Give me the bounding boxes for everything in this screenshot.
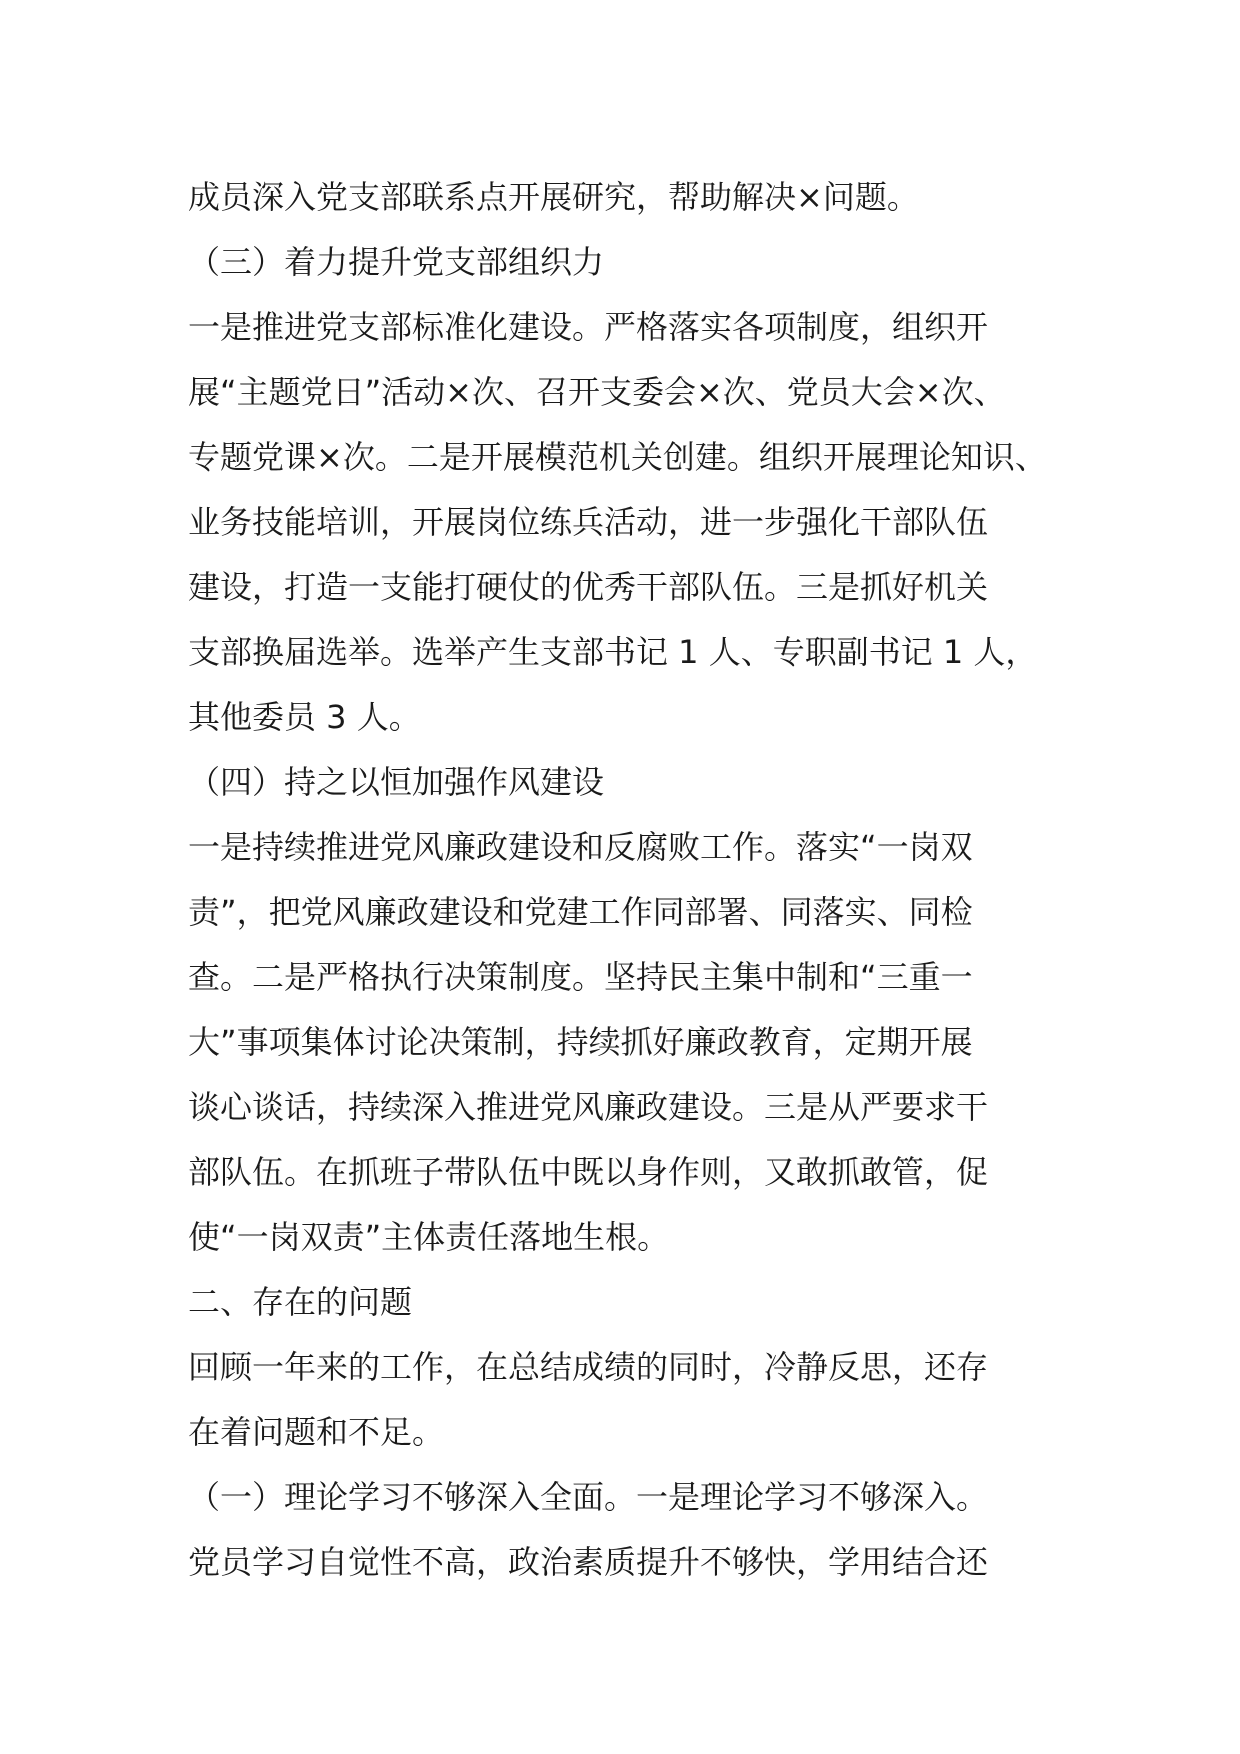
body-text-line: 一是持续推进党风廉政建设和反腐败工作。落实“一岗双 [188, 828, 973, 866]
body-text-line: 谈心谈话，持续深入推进党风廉政建设。三是从严要求干 [188, 1088, 989, 1126]
body-text-line: 大”事项集体讨论决策制，持续抓好廉政教育，定期开展 [188, 1023, 973, 1061]
body-text-line: 建设，打造一支能打硬仗的优秀干部队伍。三是抓好机关 [188, 568, 989, 606]
body-text-line: 查。二是严格执行决策制度。坚持民主集中制和“三重一 [188, 958, 973, 996]
body-text-line: 部队伍。在抓班子带队伍中既以身作则，又敢抓敢管，促 [188, 1153, 989, 1191]
body-text-line: 成员深入党支部联系点开展研究，帮助解决×问题。 [188, 178, 919, 216]
body-text-line: 展“主题党日”活动×次、召开支委会×次、党员大会×次、 [188, 373, 1006, 411]
document-body [188, 165, 1088, 1595]
body-text-line: 回顾一年来的工作，在总结成绩的同时，冷静反思，还存 [188, 1348, 989, 1386]
section-heading: （三）着力提升党支部组织力 [188, 243, 605, 281]
body-text-line: 支部换届选举。选举产生支部书记 1 人、专职副书记 1 人， [188, 633, 1038, 671]
body-text-line: （一）理论学习不够深入全面。一是理论学习不够深入。 [188, 1478, 989, 1516]
body-text-line: 责”，把党风廉政建设和党建工作同部署、同落实、同检 [188, 893, 973, 931]
body-text-line: 在着问题和不足。 [188, 1413, 445, 1451]
chapter-heading: 二、存在的问题 [188, 1283, 413, 1321]
body-text-line: 专题党课×次。二是开展模范机关创建。组织开展理论知识、 [188, 438, 1047, 476]
section-heading: （四）持之以恒加强作风建设 [188, 763, 605, 801]
body-text-line: 一是推进党支部标准化建设。严格落实各项制度，组织开 [188, 308, 989, 346]
body-text-line: 党员学习自觉性不高，政治素质提升不够快，学用结合还 [188, 1543, 989, 1581]
body-text-line: 使“一岗双责”主体责任落地生根。 [188, 1218, 670, 1256]
body-text-line: 业务技能培训，开展岗位练兵活动，进一步强化干部队伍 [188, 503, 989, 541]
body-text-line: 其他委员 3 人。 [188, 698, 421, 736]
